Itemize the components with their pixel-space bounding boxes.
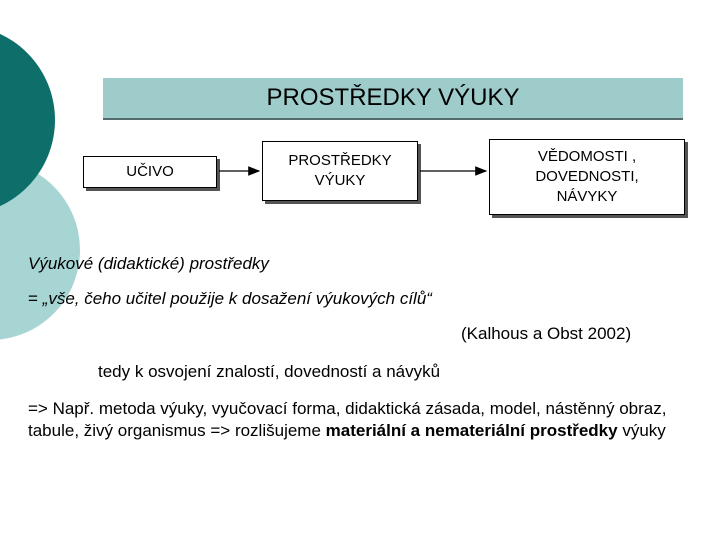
definition-prefix: = — [28, 289, 43, 308]
section-heading: Výukové (didaktické) prostředky — [28, 254, 269, 273]
explanation-line: tedy k osvojení znalostí, dovedností a návyků — [98, 362, 441, 381]
node-vedomosti-line-1: VĚDOMOSTI , — [537, 148, 637, 165]
node-ucivo-label: UČIVO — [126, 163, 174, 180]
examples-text: => Např. metoda výuky, vyučovací forma, didaktická zásada, model, nástěnný obraz, tabule, živý organismus => rozlišujeme — [28, 399, 667, 440]
page-title: PROSTŘEDKY VÝUKY — [266, 84, 520, 111]
citation: (Kalhous a Obst 2002) — [461, 324, 632, 343]
examples-paragraph — [28, 398, 688, 442]
examples-bold: materiální a nemateriální prostředky — [325, 421, 618, 440]
node-vedomosti-line-3: NÁVYKY — [556, 188, 618, 205]
node-prostredky-line-2: VÝUKY — [314, 172, 366, 189]
node-vedomosti-line-2: DOVEDNOSTI, — [535, 168, 639, 185]
node-prostredky-line-1: PROSTŘEDKY — [288, 152, 392, 169]
examples-text-end: výuky — [617, 421, 666, 440]
definition-line — [28, 288, 432, 310]
definition-quote: „vše, čeho učitel použije k dosažení výukových cílů“ — [42, 289, 432, 308]
